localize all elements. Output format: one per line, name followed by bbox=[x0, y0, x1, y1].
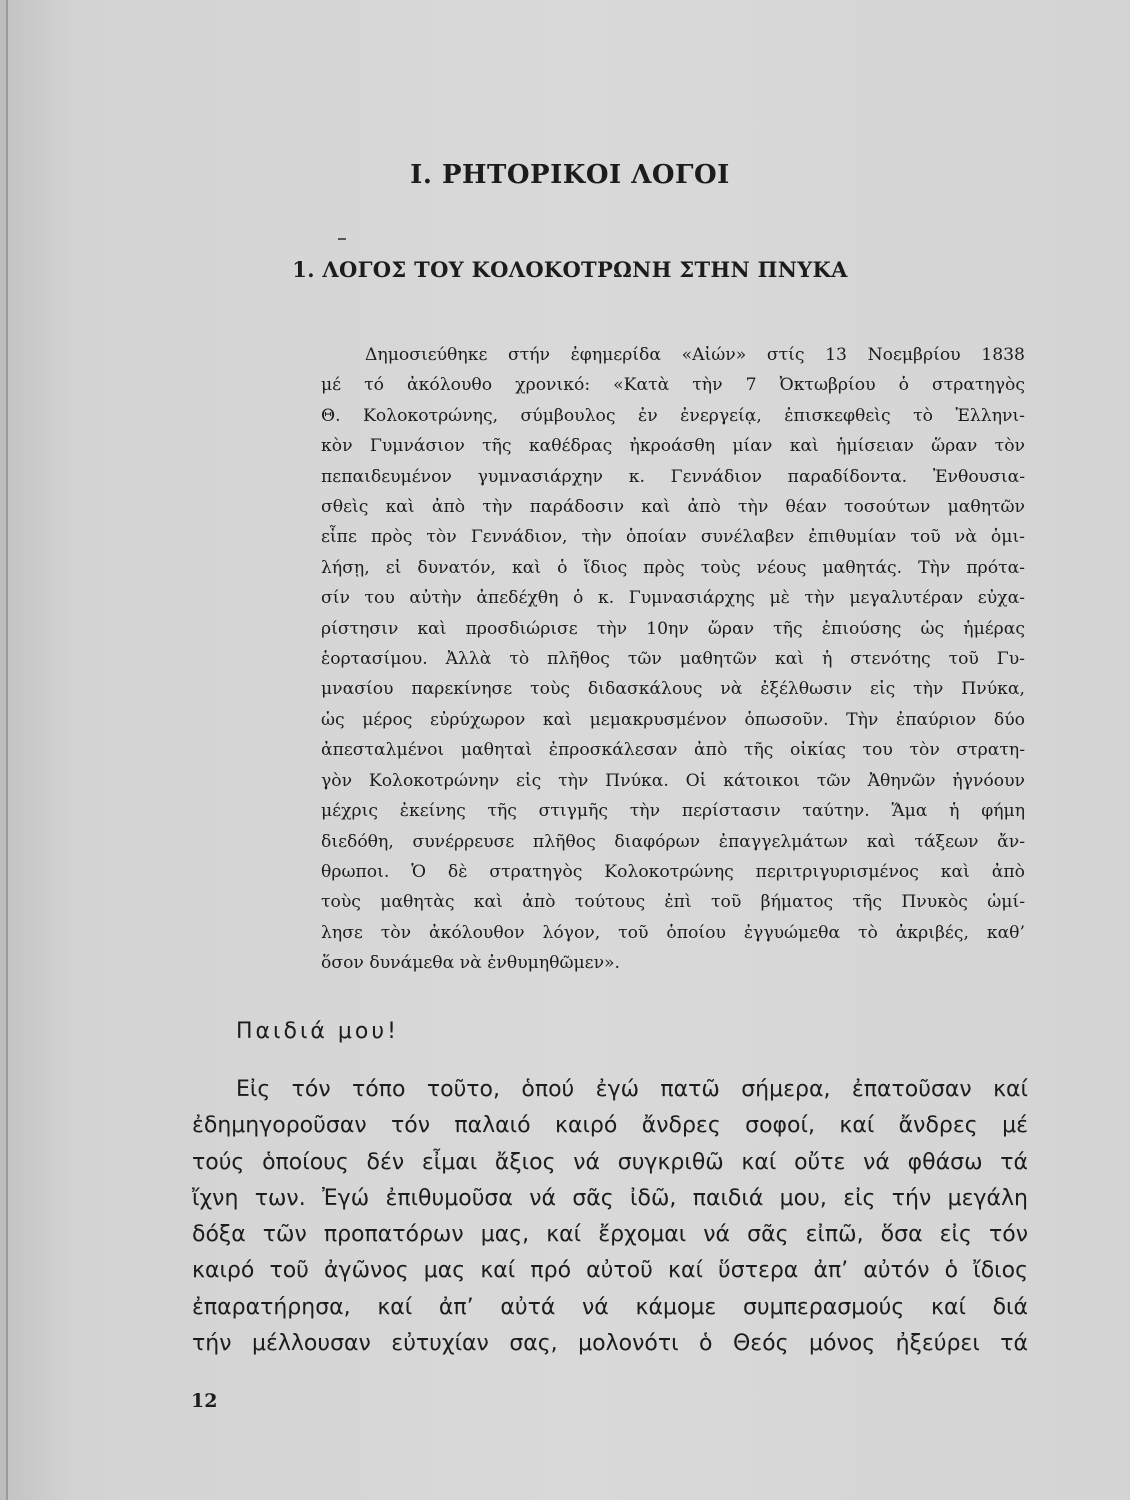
intro-line: μνασίου παρεκίνησε τοὺς διδασκάλους νὰ ἐξέλθωσιν εἰς τὴν Πνύκα, bbox=[321, 679, 1025, 700]
intro-line: ὅσον δυνάμεθα νὰ ἐνθυμηθῶμεν». bbox=[321, 953, 621, 974]
intro-line: τοὺς μαθητὰς καὶ ἀπὸ τούτους ἐπὶ τοῦ βήματος τῆς Πνυκὸς ὡμί- bbox=[321, 892, 1025, 913]
intro-line: ρίστησιν καὶ προσδιώρισε τὴν 10ην ὥραν τῆς ἐπιούσης ὡς ἡμέρας bbox=[321, 618, 1025, 639]
intro-line: μέχρις ἐκείνης τῆς στιγμῆς τὴν περίστασιν ταύτην. Ἅμα ἡ φήμη bbox=[321, 801, 1025, 822]
intro-line: εἶπε πρὸς τὸν Γεννάδιον, τὴν ὁποίαν συνέλαβεν ἐπιθυμίαν τοῦ νὰ ὁμι- bbox=[321, 527, 1025, 548]
intro-line: Θ. Κολοκοτρώνης, σύμβουλος ἐν ἐνεργείᾳ, ἐπισκεφθεὶς τὸ Ἑλληνι- bbox=[321, 405, 1025, 426]
speech-greeting: Παιδιά μου! bbox=[236, 1019, 399, 1044]
intro-paragraph bbox=[321, 340, 1025, 979]
body-line: Εἰς τόν τόπο τοῦτο, ὁπού ἐγώ πατῶ σήμερα, ἐπατοῦσαν καί bbox=[236, 1077, 1028, 1102]
intro-line: ἑορτασίμου. Ἀλλὰ τὸ πλῆθος τῶν μαθητῶν καὶ ἡ στενότης τοῦ Γυ- bbox=[321, 649, 1025, 670]
intro-line: λησε τὸν ἀκόλουθον λόγον, τοῦ ὁποίου ἐγγυώμεθα τὸ ἀκριβές, καθ’ bbox=[321, 922, 1025, 943]
page-number: 12 bbox=[191, 1390, 218, 1412]
intro-line: σθεὶς καὶ ἀπὸ τὴν παράδοσιν καὶ ἀπὸ τὴν θέαν τοσούτων μαθητῶν bbox=[321, 497, 1025, 518]
intro-line: σίν του αὐτὴν ἀπεδέχθη ὁ κ. Γυμνασιάρχης μὲ τὴν μεγαλυτέραν εὐχα- bbox=[321, 588, 1025, 609]
book-page bbox=[6, 0, 1130, 1500]
intro-line: ἀπεσταλμένοι μαθηταὶ ἐπροσκάλεσαν ἀπὸ τῆς οἰκίας του τὸν στρατη- bbox=[321, 740, 1025, 761]
intro-line: πεπαιδευμένον γυμνασιάρχην κ. Γεννάδιον παραδίδοντα. Ἐνθουσια- bbox=[321, 466, 1025, 487]
print-mark bbox=[338, 238, 346, 240]
intro-line: λήσῃ, εἰ δυνατόν, καὶ ὁ ἴδιος πρὸς τοὺς νέους μαθητάς. Τὴν πρότα- bbox=[321, 557, 1025, 578]
body-line: ἐπαρατήρησα, καί ἀπ’ αὐτά νά κάμομε συμπερασμούς καί διά bbox=[192, 1294, 1028, 1320]
speech-title: 1. ΛΟΓΟΣ ΤΟΥ ΚΟΛΟΚΟΤΡΩΝΗ ΣΤΗΝ ΠΝΥΚΑ bbox=[292, 257, 848, 282]
body-line: ἴχνη των. Ἐγώ ἐπιθυμοῦσα νά σᾶς ἰδῶ, παιδιά μου, εἰς τήν μεγάλη bbox=[192, 1185, 1028, 1211]
body-line: καιρό τοῦ ἀγῶνος μας καί πρό αὐτοῦ καί ὕστερα ἀπ’ αὐτόν ὁ ἴδιος bbox=[192, 1258, 1028, 1284]
body-line: τούς ὁποίους δέν εἶμαι ἄξιος νά συγκριθῶ καί οὔτε νά φθάσω τά bbox=[192, 1149, 1028, 1175]
body-line: ἐδημηγοροῦσαν τόν παλαιό καιρό ἄνδρες σοφοί, καί ἄνδρες μέ bbox=[192, 1113, 1028, 1139]
section-title: I. ΡΗΤΟΡΙΚΟΙ ΛΟΓΟΙ bbox=[410, 160, 730, 190]
body-line: δόξα τῶν προπατόρων μας, καί ἔρχομαι νά σᾶς εἰπῶ, ὅσα εἰς τόν bbox=[192, 1222, 1028, 1248]
intro-line: κὸν Γυμνάσιον τῆς καθέδρας ἠκροάσθη μίαν καὶ ἡμίσειαν ὥραν τὸν bbox=[321, 436, 1025, 457]
intro-line: θρωποι. Ὁ δὲ στρατηγὸς Κολοκοτρώνης περιτριγυρισμένος καὶ ἀπὸ bbox=[321, 861, 1025, 882]
intro-line: διεδόθη, συνέρρευσε πλῆθος διαφόρων ἐπαγγελμάτων καὶ τάξεων ἄν- bbox=[321, 831, 1025, 852]
intro-line: Δημοσιεύθηκε στήν ἐφημερίδα «Αἰών» στίς 13 Νοεμβρίου 1838 bbox=[365, 345, 1025, 365]
body-line: τήν μέλλουσαν εὐτυχίαν σας, μολονότι ὁ Θεός μόνος ἠξεύρει τά bbox=[192, 1331, 1028, 1357]
speech-body bbox=[192, 1072, 1028, 1362]
intro-line: ὡς μέρος εὐρύχωρον καὶ μεμακρυσμένον ὁπωσοῦν. Τὴν ἐπαύριον δύο bbox=[321, 709, 1025, 730]
intro-line: γὸν Κολοκοτρώνην εἰς τὴν Πνύκα. Οἱ κάτοικοι τῶν Ἀθηνῶν ἠγνόουν bbox=[321, 770, 1025, 791]
intro-line: μέ τό ἀκόλουθο χρονικό: «Κατὰ τὴν 7 Ὀκτωβρίου ὁ στρατηγὸς bbox=[321, 375, 1025, 396]
